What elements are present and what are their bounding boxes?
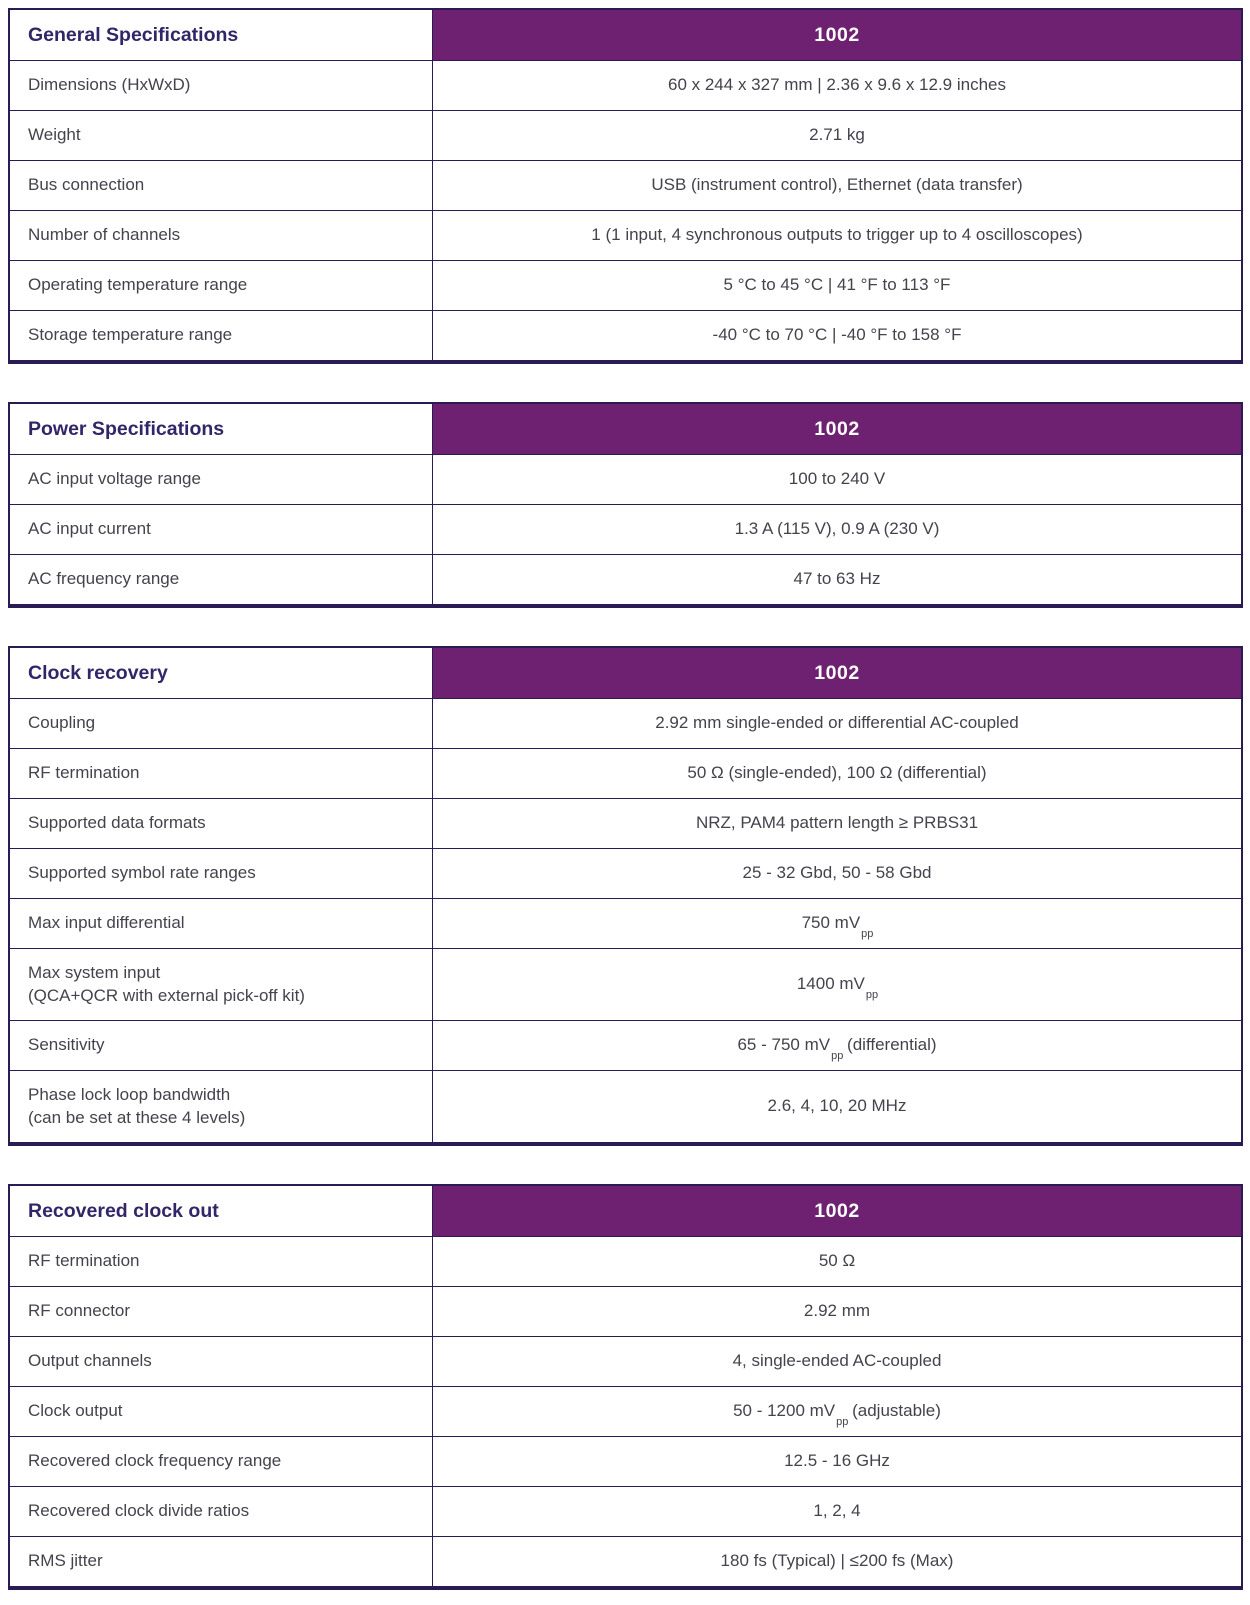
spec-value-text: 50 - 1200 mV (733, 1401, 836, 1421)
spec-value-text: 12.5 - 16 GHz (784, 1451, 890, 1471)
spec-label: Max input differential (28, 913, 185, 933)
spec-value-text: 2.92 mm (803, 1301, 871, 1321)
spec-label: Coupling (28, 713, 96, 733)
spec-label: Sensitivity (28, 1035, 105, 1055)
spec-label-cell (10, 1387, 432, 1436)
spec-table-general (8, 8, 1243, 364)
spec-value (655, 712, 1019, 734)
spec-value-cell (432, 555, 1241, 604)
model-column-header: 1002 (432, 10, 1241, 60)
spec-value (687, 762, 986, 784)
spec-label-line2: (QCA+QCR with external pick-off kit) (28, 985, 305, 1005)
table-row (10, 210, 1241, 260)
spec-label: Clock output (28, 1401, 123, 1421)
spec-value-cell (432, 261, 1241, 310)
spec-label: Bus connection (28, 175, 145, 195)
spec-value-cell (432, 211, 1241, 260)
table-header-row (10, 404, 1241, 454)
spec-value-suffix: (adjustable) (847, 1401, 941, 1421)
table-row (10, 160, 1241, 210)
spec-label-cell (10, 699, 432, 748)
table-row (10, 898, 1241, 948)
spec-value-cell (432, 799, 1241, 848)
table-row (10, 1286, 1241, 1336)
spec-value (789, 468, 885, 490)
spec-value-cell (432, 1387, 1241, 1436)
spec-label-cell (10, 949, 432, 1020)
spec-value (696, 812, 978, 834)
table-row (10, 110, 1241, 160)
model-column-header: 1002 (432, 1186, 1241, 1236)
spec-label-cell (10, 1287, 432, 1336)
table-row (10, 1020, 1241, 1070)
spec-value (768, 1095, 907, 1117)
spec-label: Supported symbol rate ranges (28, 863, 256, 883)
spec-label: RF termination (28, 763, 140, 783)
spec-label-cell (10, 1487, 432, 1536)
table-row (10, 554, 1241, 604)
spec-value (721, 1550, 954, 1572)
table-header-row (10, 648, 1241, 698)
spec-value-text: 4, single-ended AC-coupled (732, 1351, 942, 1371)
spec-value-text: 180 fs (Typical) | ≤200 fs (Max) (720, 1551, 954, 1571)
spec-value (735, 518, 940, 540)
table-row (10, 260, 1241, 310)
spec-value-subscript: pp (861, 927, 874, 940)
spec-value-text: 50 Ω (single-ended), 100 Ω (differential) (687, 763, 987, 783)
spec-label: RF termination (28, 1251, 140, 1271)
table-row (10, 1386, 1241, 1436)
spec-value-cell (432, 849, 1241, 898)
spec-label-cell (10, 555, 432, 604)
spec-label: Phase lock loop bandwidth (28, 1085, 231, 1105)
spec-value (813, 1500, 860, 1522)
spec-value-cell (432, 111, 1241, 160)
spec-value-cell (432, 1337, 1241, 1386)
spec-label-cell (10, 1021, 432, 1070)
spec-value-text: 50 Ω (818, 1251, 856, 1271)
spec-value (801, 912, 874, 940)
spec-value-cell (432, 1021, 1241, 1070)
table-row (10, 948, 1241, 1020)
spec-value (796, 973, 879, 1001)
spec-value-text: 65 - 750 mV (737, 1035, 831, 1055)
table-row (10, 504, 1241, 554)
spec-value-text: 1400 mV (796, 974, 865, 994)
spec-label-cell (10, 161, 432, 210)
spec-label: Weight (28, 125, 81, 145)
spec-value-text: 1.3 A (115 V), 0.9 A (230 V) (734, 519, 940, 539)
table-row (10, 1436, 1241, 1486)
table-row (10, 748, 1241, 798)
spec-label: RF connector (28, 1301, 131, 1321)
spec-label-cell (10, 505, 432, 554)
model-column-header: 1002 (432, 404, 1241, 454)
spec-value (733, 1350, 942, 1372)
spec-value-cell (432, 1487, 1241, 1536)
spec-label-cell (10, 111, 432, 160)
spec-label: Dimensions (HxWxD) (28, 75, 191, 95)
spec-value-cell (432, 1437, 1241, 1486)
spec-table-recovered-clock-out (8, 1184, 1243, 1590)
spec-label: Max system input (28, 963, 161, 983)
spec-table-power (8, 402, 1243, 608)
section-title: Recovered clock out (10, 1186, 432, 1236)
spec-value-text: NRZ, PAM4 pattern length ≥ PRBS31 (695, 813, 979, 833)
spec-value-cell (432, 1537, 1241, 1586)
table-row (10, 60, 1241, 110)
spec-value-cell (432, 1071, 1241, 1142)
spec-value-text: 100 to 240 V (788, 469, 886, 489)
spec-value-text: USB (instrument control), Ethernet (data transfer) (651, 175, 1023, 195)
spec-value (733, 1400, 941, 1428)
spec-value-cell (432, 699, 1241, 748)
spec-value-subscript: pp (831, 1049, 844, 1062)
table-row (10, 1336, 1241, 1386)
table-row (10, 1236, 1241, 1286)
spec-label-cell (10, 211, 432, 260)
spec-value (724, 274, 951, 296)
table-row (10, 1070, 1241, 1142)
spec-value-text: 5 °C to 45 °C | 41 °F to 113 °F (723, 275, 951, 295)
spec-value-suffix: (differential) (842, 1035, 937, 1055)
spec-value (742, 862, 931, 884)
spec-label-cell (10, 1071, 432, 1142)
spec-label-cell (10, 1237, 432, 1286)
spec-value-cell (432, 749, 1241, 798)
spec-value (819, 1250, 855, 1272)
spec-value (591, 224, 1082, 246)
spec-value (713, 324, 962, 346)
table-row (10, 698, 1241, 748)
spec-label-cell (10, 849, 432, 898)
spec-label: Output channels (28, 1351, 152, 1371)
spec-label-cell (10, 455, 432, 504)
table-header-row (10, 1186, 1241, 1236)
spec-label: Recovered clock divide ratios (28, 1501, 250, 1521)
spec-value-text: 2.71 kg (809, 125, 865, 145)
table-row (10, 1536, 1241, 1586)
table-header-row (10, 10, 1241, 60)
spec-value-cell (432, 61, 1241, 110)
spec-value-subscript: pp (836, 1415, 849, 1428)
spec-value-text: 25 - 32 Gbd, 50 - 58 Gbd (742, 863, 932, 883)
spec-label: Supported data formats (28, 813, 206, 833)
spec-value-cell (432, 311, 1241, 360)
spec-label-line2: (can be set at these 4 levels) (28, 1107, 246, 1127)
spec-label-cell (10, 899, 432, 948)
spec-value-cell (432, 1237, 1241, 1286)
spec-label-cell (10, 1537, 432, 1586)
spec-label: AC input current (28, 519, 151, 539)
spec-value (794, 568, 881, 590)
spec-value (668, 74, 1006, 96)
spec-label: AC frequency range (28, 569, 180, 589)
spec-label-cell (10, 799, 432, 848)
spec-value (804, 1300, 870, 1322)
spec-label-cell (10, 1437, 432, 1486)
spec-value-text: 60 x 244 x 327 mm | 2.36 x 9.6 x 12.9 inches (668, 75, 1006, 95)
spec-label-cell (10, 1337, 432, 1386)
spec-value (809, 124, 865, 146)
spec-label-cell (10, 311, 432, 360)
spec-label: Storage temperature range (28, 325, 233, 345)
section-title: Clock recovery (10, 648, 432, 698)
spec-value-text: 2.6, 4, 10, 20 MHz (767, 1096, 907, 1116)
spec-value-text: 2.92 mm single-ended or differential AC-coupled (655, 713, 1019, 733)
spec-value (737, 1034, 937, 1062)
spec-value-text: 1, 2, 4 (813, 1501, 861, 1521)
table-row (10, 1486, 1241, 1536)
spec-value-text: 1 (1 input, 4 synchronous outputs to trigger up to 4 oscilloscopes) (591, 225, 1083, 245)
spec-label: Recovered clock frequency range (28, 1451, 282, 1471)
spec-label: Operating temperature range (28, 275, 248, 295)
section-title: Power Specifications (10, 404, 432, 454)
table-row (10, 310, 1241, 360)
spec-value (784, 1450, 890, 1472)
table-row (10, 454, 1241, 504)
spec-label-cell (10, 261, 432, 310)
spec-value (651, 174, 1022, 196)
spec-table-clock-recovery (8, 646, 1243, 1146)
model-column-header: 1002 (432, 648, 1241, 698)
spec-value-text: 47 to 63 Hz (793, 569, 881, 589)
spec-label-cell (10, 749, 432, 798)
spec-value-cell (432, 161, 1241, 210)
table-row (10, 848, 1241, 898)
section-title: General Specifications (10, 10, 432, 60)
spec-value-cell (432, 455, 1241, 504)
table-row (10, 798, 1241, 848)
spec-value-text: -40 °C to 70 °C | -40 °F to 158 °F (712, 325, 962, 345)
spec-label: Number of channels (28, 225, 181, 245)
spec-label: RMS jitter (28, 1551, 103, 1571)
spec-value-cell (432, 949, 1241, 1020)
spec-value-cell (432, 899, 1241, 948)
spec-label-cell (10, 61, 432, 110)
spec-value-cell (432, 1287, 1241, 1336)
spec-label: AC input voltage range (28, 469, 201, 489)
spec-value-cell (432, 505, 1241, 554)
spec-value-text: 750 mV (801, 913, 861, 933)
spec-value-subscript: pp (865, 988, 879, 1001)
